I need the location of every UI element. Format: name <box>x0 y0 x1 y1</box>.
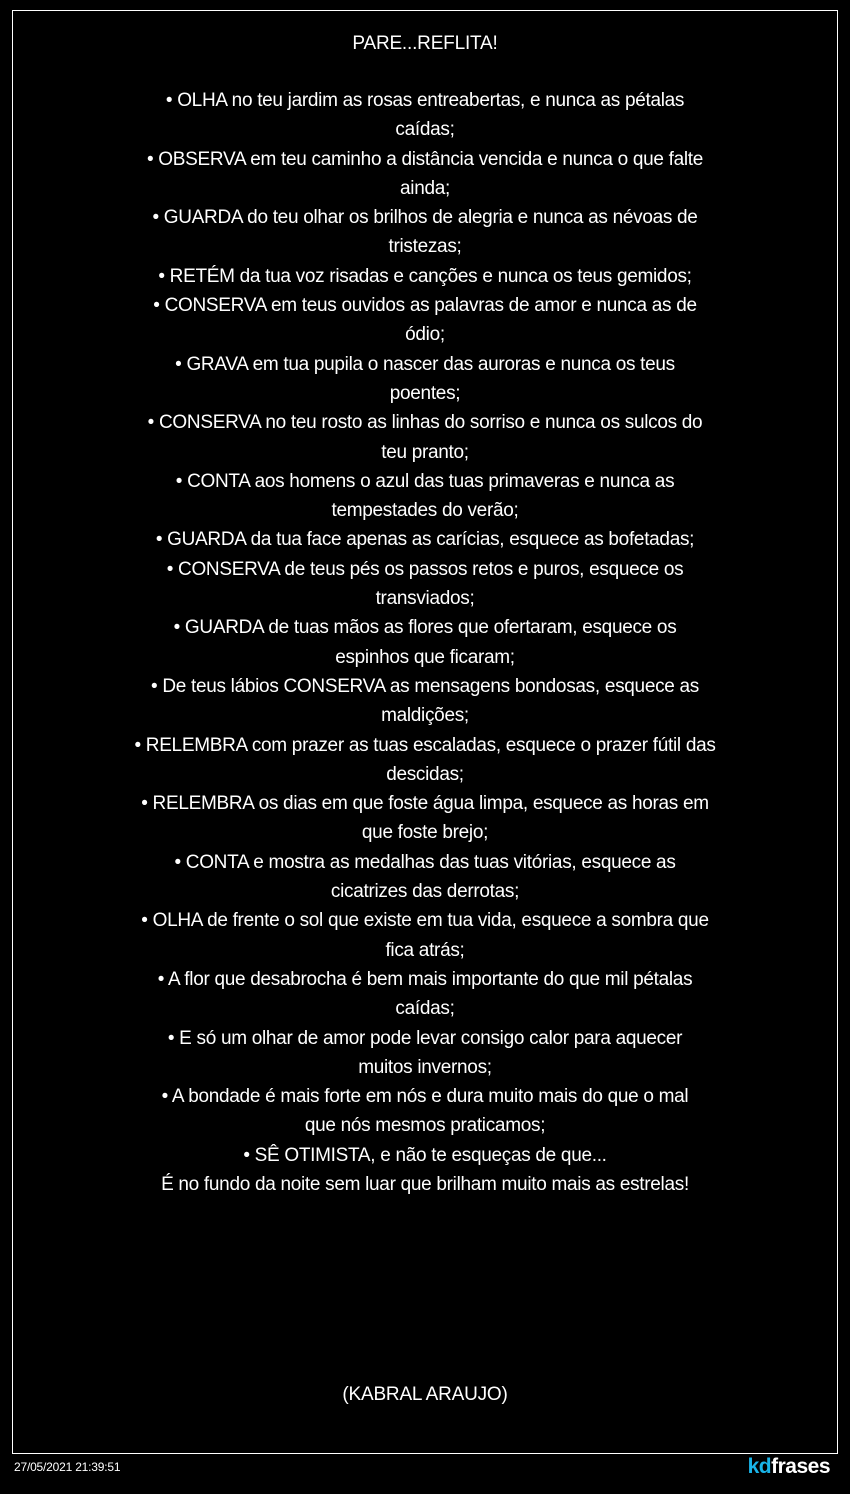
quote-line: cicatrizes das derrotas; <box>330 881 520 903</box>
quote-line: • OLHA de frente o sol que existe em tua vida, esquece a sombra que <box>141 910 709 932</box>
quote-line: ódio; <box>405 324 445 346</box>
quote-line: caídas; <box>395 119 455 141</box>
quote-line: • A flor que desabrocha é bem mais importante do que mil pétalas <box>157 968 693 990</box>
quote-line: • GUARDA da tua face apenas as carícias, esquece as bofetadas; <box>155 529 695 551</box>
quote-line: que nós mesmos praticamos; <box>304 1115 546 1137</box>
quote-line: ainda; <box>400 177 450 199</box>
quote-title: PARE...REFLITA! <box>352 33 498 54</box>
quote-line: • De teus lábios CONSERVA as mensagens bondosas, esquece as <box>150 675 699 697</box>
logo-prefix: kd <box>747 1455 772 1478</box>
quote-line: • RELEMBRA com prazer as tuas escaladas, esquece o prazer fútil das <box>134 734 716 756</box>
quote-line: caídas; <box>395 998 455 1020</box>
quote-line: • RELEMBRA os dias em que foste água limpa, esquece as horas em <box>141 793 709 815</box>
quote-line: muitos invernos; <box>358 1056 492 1078</box>
quote-line: • CONSERVA de teus pés os passos retos e puros, esquece os <box>166 558 684 580</box>
quote-line: • GRAVA em tua pupila o nascer das auroras e nunca os teus <box>175 353 675 375</box>
quote-line: • CONTA aos homens o azul das tuas primaveras e nunca as <box>175 470 675 492</box>
quote-line: que foste brejo; <box>361 822 489 844</box>
timestamp: 27/05/2021 21:39:51 <box>14 1460 121 1474</box>
quote-line: poentes; <box>389 382 461 404</box>
quote-line: maldições; <box>381 705 469 727</box>
quote-line: • A bondade é mais forte em nós e dura muito mais do que o mal <box>161 1086 689 1108</box>
quote-body <box>30 86 820 1199</box>
quote-line: • GUARDA do teu olhar os brilhos de alegria e nunca as névoas de <box>152 207 698 229</box>
quote-line: • CONTA e mostra as medalhas das tuas vitórias, esquece as <box>174 851 676 873</box>
kdfrases-logo[interactable] <box>748 1455 830 1479</box>
quote-line: • SÊ OTIMISTA, e não te esqueças de que... <box>243 1144 607 1166</box>
quote-line: • OLHA no teu jardim as rosas entreabertas, e nunca as pétalas <box>165 90 685 111</box>
quote-line: • CONSERVA em teus ouvidos as palavras de amor e nunca as de <box>153 295 697 317</box>
quote-line: transviados; <box>375 588 475 610</box>
quote-line: • GUARDA de tuas mãos as flores que ofertaram, esquece os <box>173 617 677 639</box>
quote-line: • E só um olhar de amor pode levar consigo calor para aquecer <box>167 1027 683 1049</box>
quote-line: • RETÉM da tua voz risadas e canções e nunca os teus gemidos; <box>158 265 692 287</box>
quote-line: É no fundo da noite sem luar que brilham muito mais as estrelas! <box>161 1173 689 1195</box>
quote-line: tristezas; <box>388 236 462 258</box>
quote-line: teu pranto; <box>381 441 469 463</box>
quote-line: • OBSERVA em teu caminho a distância vencida e nunca o que falte <box>146 148 704 170</box>
quote-line: fica atrás; <box>385 939 465 961</box>
quote-line: descidas; <box>386 763 464 785</box>
quote-line: tempestades do verão; <box>331 500 519 522</box>
quote-line: espinhos que ficaram; <box>335 646 515 668</box>
logo-suffix: frases <box>771 1455 830 1478</box>
quote-author: (KABRAL ARAUJO) <box>342 1384 508 1405</box>
quote-line: • CONSERVA no teu rosto as linhas do sorriso e nunca os sulcos do <box>147 412 703 434</box>
